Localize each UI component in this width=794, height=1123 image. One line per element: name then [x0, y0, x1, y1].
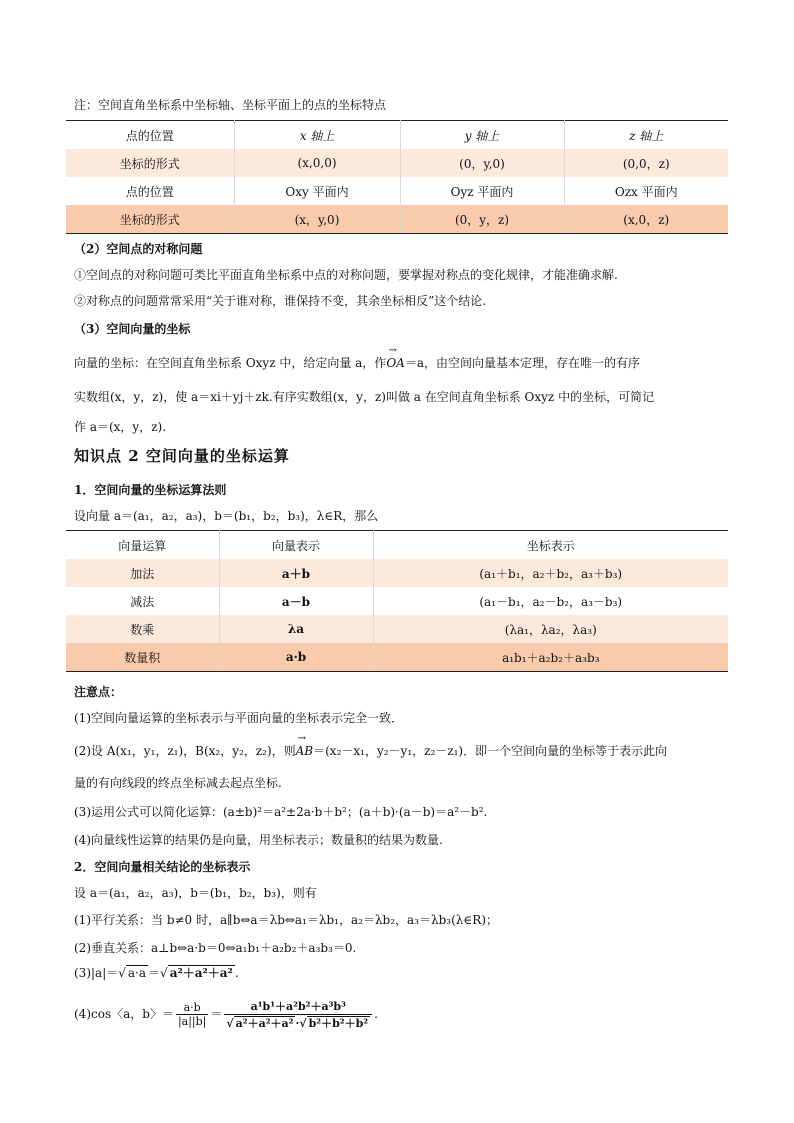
table-cell: (x，y,0)	[234, 205, 400, 234]
fraction	[224, 998, 372, 1031]
table-cell: 加法	[66, 559, 219, 587]
sqrt-radicand: a²＋a²＋a²	[169, 966, 233, 980]
table-cell: a＋b	[219, 559, 373, 587]
table-cell: x 轴上	[234, 121, 400, 150]
text: (3)|a|＝	[74, 966, 119, 980]
text: ＝a，由空间向量基本定理，存在唯一的有序	[404, 356, 640, 370]
table-row	[66, 149, 728, 177]
subsection-title: 1．空间向量的坐标运算法则	[74, 483, 227, 497]
text: (4)cos〈a，b〉＝	[74, 1007, 174, 1021]
table-row	[66, 643, 728, 672]
coordinate-features-table	[66, 120, 728, 234]
vector-oa: → OA	[386, 356, 405, 370]
table-cell: Oxy 平面内	[234, 177, 400, 205]
paragraph: 作 a＝(x，y，z).	[74, 420, 167, 434]
paragraph	[74, 742, 667, 759]
table-cell: 坐标的形式	[66, 149, 234, 177]
notes-title: 注意点：	[74, 685, 123, 699]
table-row	[66, 531, 728, 560]
numerator: a¹b¹＋a²b²＋a³b³	[224, 998, 372, 1015]
denominator: |a||b|	[177, 1015, 207, 1028]
table-cell: 数乘	[66, 615, 219, 643]
text: .	[374, 1007, 378, 1021]
table-cell: Oyz 平面内	[400, 177, 564, 205]
section-title: （2）空间点的对称问题	[74, 242, 203, 256]
table-row	[66, 615, 728, 643]
table-cell: y 轴上	[400, 121, 564, 150]
paragraph: 量的有向线段的终点坐标减去起点坐标.	[74, 776, 282, 790]
table-cell: (0，y,0)	[400, 149, 564, 177]
table-cell: λa	[219, 615, 373, 643]
sqrt-radicand: b²＋b²＋b²	[308, 1017, 369, 1030]
denominator: √ a²＋a²＋a² ·√ b²＋b²＋b²	[226, 1017, 369, 1030]
text: 向量的坐标：在空间直角坐标系 Oxyz 中，给定向量 a，作	[74, 356, 387, 370]
vector-operations-table	[66, 530, 728, 672]
magnitude-formula: (3)|a|＝√ a·a ＝√ a²＋a²＋a² .	[74, 966, 239, 980]
table-cell: (0,0，z)	[564, 149, 728, 177]
numerator: a·b	[176, 1001, 208, 1015]
paragraph: (4)向量线性运算的结果仍是向量，用坐标表示；数量积的结果为数量.	[74, 833, 443, 847]
section-title: （3）空间向量的坐标	[74, 322, 191, 336]
sqrt-radicand: a·a	[127, 966, 147, 980]
table-row	[66, 205, 728, 234]
text: ·	[295, 1017, 300, 1030]
paragraph: (3)运用公式可以简化运算：(a±b)²＝a²±2a·b＋b²；(a＋b)·(a－b)＝a²－b².	[74, 805, 488, 819]
paragraph: (1)空间向量运算的坐标表示与平面向量的坐标表示完全一致．	[74, 711, 404, 725]
paragraph: ②对称点的问题常常采用“关于谁对称，谁保持不变，其余坐标相反”这个结论.	[74, 294, 487, 308]
table-cell: (a₁－b₁，a₂－b₂，a₃－b₃)	[373, 587, 728, 615]
paragraph: 设 a＝(a₁，a₂，a₃)，b＝(b₁，b₂，b₃)，则有	[74, 886, 317, 900]
table-cell: (0，y，z)	[400, 205, 564, 234]
text: ＝	[148, 966, 161, 980]
paragraph	[74, 354, 640, 371]
table-row	[66, 121, 728, 150]
table-row	[66, 177, 728, 205]
paragraph: 设向量 a＝(a₁，a₂，a₃)，b＝(b₁，b₂，b₃)，λ∈R，那么	[74, 509, 379, 523]
paragraph: (2)垂直关系：a⊥b⇔a·b＝0⇔a₁b₁＋a₂b₂＋a₃b₃＝0.	[74, 941, 357, 955]
table-cell: 向量运算	[66, 531, 219, 560]
table-cell: 点的位置	[66, 121, 234, 150]
paragraph: 实数组(x，y，z)，使 a＝xi＋yj＋zk.有序实数组(x，y，z)叫做 a 在空间直角坐标系 Oxyz 中的坐标，可简记	[74, 390, 655, 404]
subsection-title: 2．空间向量相关结论的坐标表示	[74, 860, 251, 874]
paragraph: ①空间点的对称问题可类比平面直角坐标系中点的对称问题，要掌握对称点的变化规律，才能准确求解.	[74, 268, 618, 282]
text: .	[234, 966, 239, 980]
fraction	[176, 1001, 208, 1028]
table-cell: (λa₁，λa₂，λa₃)	[373, 615, 728, 643]
table-cell: 向量表示	[219, 531, 373, 560]
table-cell: 坐标的形式	[66, 205, 234, 234]
table-cell: a·b	[219, 643, 373, 672]
table-cell: 减法	[66, 587, 219, 615]
table-row	[66, 587, 728, 615]
table-cell: a－b	[219, 587, 373, 615]
table-cell: Ozx 平面内	[564, 177, 728, 205]
table-cell: (x,0，z)	[564, 205, 728, 234]
table-row	[66, 559, 728, 587]
knowledge-point-heading: 知识点 2 空间向量的坐标运算	[74, 447, 290, 465]
table-cell: (x,0,0)	[234, 149, 400, 177]
table-cell: (a₁＋b₁，a₂＋b₂，a₃＋b₃)	[373, 559, 728, 587]
cosine-formula	[74, 998, 378, 1031]
sqrt-radicand: a²＋a²＋a²	[235, 1017, 294, 1030]
text: ＝	[210, 1007, 223, 1021]
text: ＝(x₂－x₁，y₂－y₁，z₂－z₁)．即一个空间向量的坐标等于表示此向	[313, 744, 668, 758]
paragraph: (1)平行关系：当 b≠0 时，a∥b⇔a＝λb⇔a₁＝λb₁，a₂＝λb₂，a₃＝λb₃(λ∈R)；	[74, 913, 499, 927]
table-cell: 坐标表示	[373, 531, 728, 560]
table-cell: z 轴上	[564, 121, 728, 150]
note-title: 注：空间直角坐标系中坐标轴、坐标平面上的点的坐标特点	[74, 98, 387, 112]
table-cell: a₁b₁＋a₂b₂＋a₃b₃	[373, 643, 728, 672]
table-cell: 点的位置	[66, 177, 234, 205]
vector-ab: → AB	[296, 744, 313, 758]
table-cell: 数量积	[66, 643, 219, 672]
text: (2)设 A(x₁，y₁，z₁)，B(x₂，y₂，z₂)，则	[74, 744, 296, 758]
